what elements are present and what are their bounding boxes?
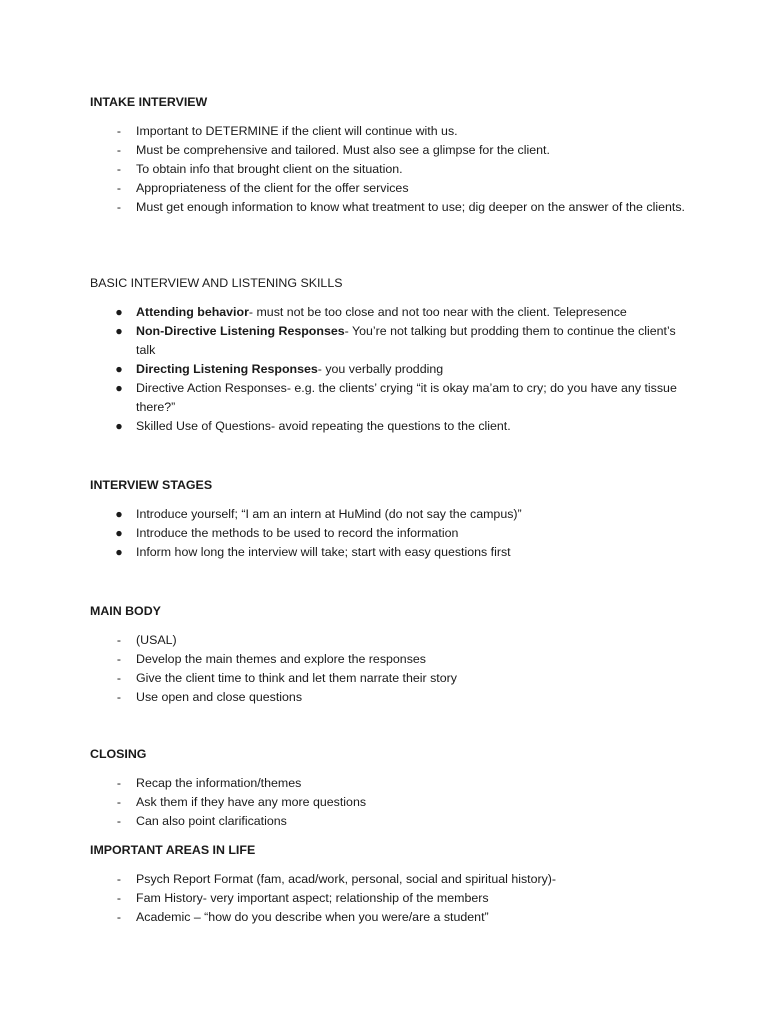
- list-item-text: (USAL): [136, 633, 177, 647]
- list-item-text: Fam History- very important aspect; relationship of the members: [136, 891, 489, 905]
- list-item: [90, 650, 690, 669]
- list-item-text: Must be comprehensive and tailored. Must also see a glimpse for the client.: [136, 143, 550, 157]
- section-heading: INTAKE INTERVIEW: [90, 95, 208, 109]
- section-important-areas: [90, 841, 690, 927]
- list-item-text: Inform how long the interview will take; start with easy questions first: [136, 545, 511, 559]
- list-item: [90, 889, 690, 908]
- dash-marker: -: [116, 633, 122, 647]
- dash-marker: -: [116, 143, 122, 157]
- dash-marker: -: [116, 124, 122, 138]
- list-item-text: - must not be too close and not too near with the client. Telepresence: [248, 305, 627, 319]
- dash-marker: -: [116, 814, 122, 828]
- dash-marker: -: [116, 162, 122, 176]
- list-item: [90, 198, 690, 217]
- list-item: [90, 360, 690, 379]
- list-item: [90, 417, 690, 436]
- list-item: [90, 524, 690, 543]
- bullet-marker: ●: [115, 362, 123, 376]
- list-item-term: Non-Directive Listening Responses: [136, 324, 345, 338]
- list-item-term: Attending behavior: [136, 305, 249, 319]
- list-item-text: Important to DETERMINE if the client will continue with us.: [136, 124, 458, 138]
- section-heading: MAIN BODY: [90, 604, 161, 618]
- list-item: [90, 774, 690, 793]
- dash-marker: -: [116, 690, 122, 704]
- bullet-marker: ●: [115, 381, 123, 395]
- list-item-text: Appropriateness of the client for the offer services: [136, 181, 409, 195]
- section-interview-stages: [90, 476, 690, 562]
- bullet-marker: ●: [115, 526, 123, 540]
- list-item: [90, 141, 690, 160]
- dash-list: [90, 870, 690, 927]
- dash-marker: -: [116, 652, 122, 666]
- list-item-text: Must get enough information to know what treatment to use; dig deeper on the answer of the clients.: [136, 200, 685, 214]
- list-item-text: Introduce yourself; “I am an intern at HuMind (do not say the campus)”: [136, 507, 522, 521]
- bullet-marker: ●: [115, 545, 123, 559]
- dash-marker: -: [116, 200, 122, 214]
- list-item: [90, 793, 690, 812]
- section-heading: IMPORTANT AREAS IN LIFE: [90, 843, 256, 857]
- list-item: [90, 543, 690, 562]
- dash-list: [90, 122, 690, 217]
- section-basic-interview-skills: [90, 274, 690, 436]
- section-main-body: [90, 602, 690, 707]
- list-item: [90, 688, 690, 707]
- list-item: [90, 669, 690, 688]
- bullet-marker: ●: [115, 305, 123, 319]
- list-item: [90, 379, 690, 417]
- dash-marker: -: [116, 910, 122, 924]
- list-item-text: Develop the main themes and explore the responses: [136, 652, 426, 666]
- list-item-text: Recap the information/themes: [136, 776, 302, 790]
- list-item: [90, 122, 690, 141]
- list-item-text: Introduce the methods to be used to record the information: [136, 526, 459, 540]
- list-item: [90, 505, 690, 524]
- section-intake-interview: [90, 93, 690, 217]
- list-item-text: Skilled Use of Questions- avoid repeating the questions to the client.: [136, 419, 511, 433]
- bullet-marker: ●: [115, 507, 123, 521]
- list-item: [90, 870, 690, 889]
- section-heading: CLOSING: [90, 747, 147, 761]
- list-item-text: Academic – “how do you describe when you were/are a student”: [136, 910, 489, 924]
- list-item: [90, 322, 690, 360]
- list-item: [90, 812, 690, 831]
- dash-marker: -: [116, 776, 122, 790]
- list-item-text: Can also point clarifications: [136, 814, 287, 828]
- dash-marker: -: [116, 872, 122, 886]
- bullet-marker: ●: [115, 419, 123, 433]
- dash-list: [90, 774, 690, 831]
- dash-marker: -: [116, 795, 122, 809]
- list-item-text: Ask them if they have any more questions: [136, 795, 367, 809]
- bullet-marker: ●: [115, 324, 123, 338]
- list-item: [90, 179, 690, 198]
- bullet-list: [90, 303, 690, 436]
- dash-list: [90, 631, 690, 707]
- list-item: [90, 631, 690, 650]
- list-item-text: Use open and close questions: [136, 690, 303, 704]
- dash-marker: -: [116, 181, 122, 195]
- section-closing: [90, 745, 690, 831]
- section-heading: INTERVIEW STAGES: [90, 478, 213, 492]
- section-heading: BASIC INTERVIEW AND LISTENING SKILLS: [90, 276, 343, 290]
- list-item: [90, 908, 690, 927]
- list-item: [90, 160, 690, 179]
- list-item-text: Give the client time to think and let them narrate their story: [136, 671, 457, 685]
- dash-marker: -: [116, 671, 122, 685]
- bullet-list: [90, 505, 690, 562]
- list-item-text: Directive Action Responses- e.g. the clients’ crying “it is okay ma’am to cry; do you have any tissue there?”: [136, 381, 677, 414]
- list-item-text: Psych Report Format (fam, acad/work, personal, social and spiritual history)-: [136, 872, 557, 886]
- list-item-text: - you verbally prodding: [317, 362, 444, 376]
- list-item-text: - You’re not talking but prodding them to continue the client’s talk: [136, 324, 676, 357]
- dash-marker: -: [116, 891, 122, 905]
- list-item-text: To obtain info that brought client on the situation.: [136, 162, 403, 176]
- list-item: [90, 303, 690, 322]
- list-item-term: Directing Listening Responses: [136, 362, 318, 376]
